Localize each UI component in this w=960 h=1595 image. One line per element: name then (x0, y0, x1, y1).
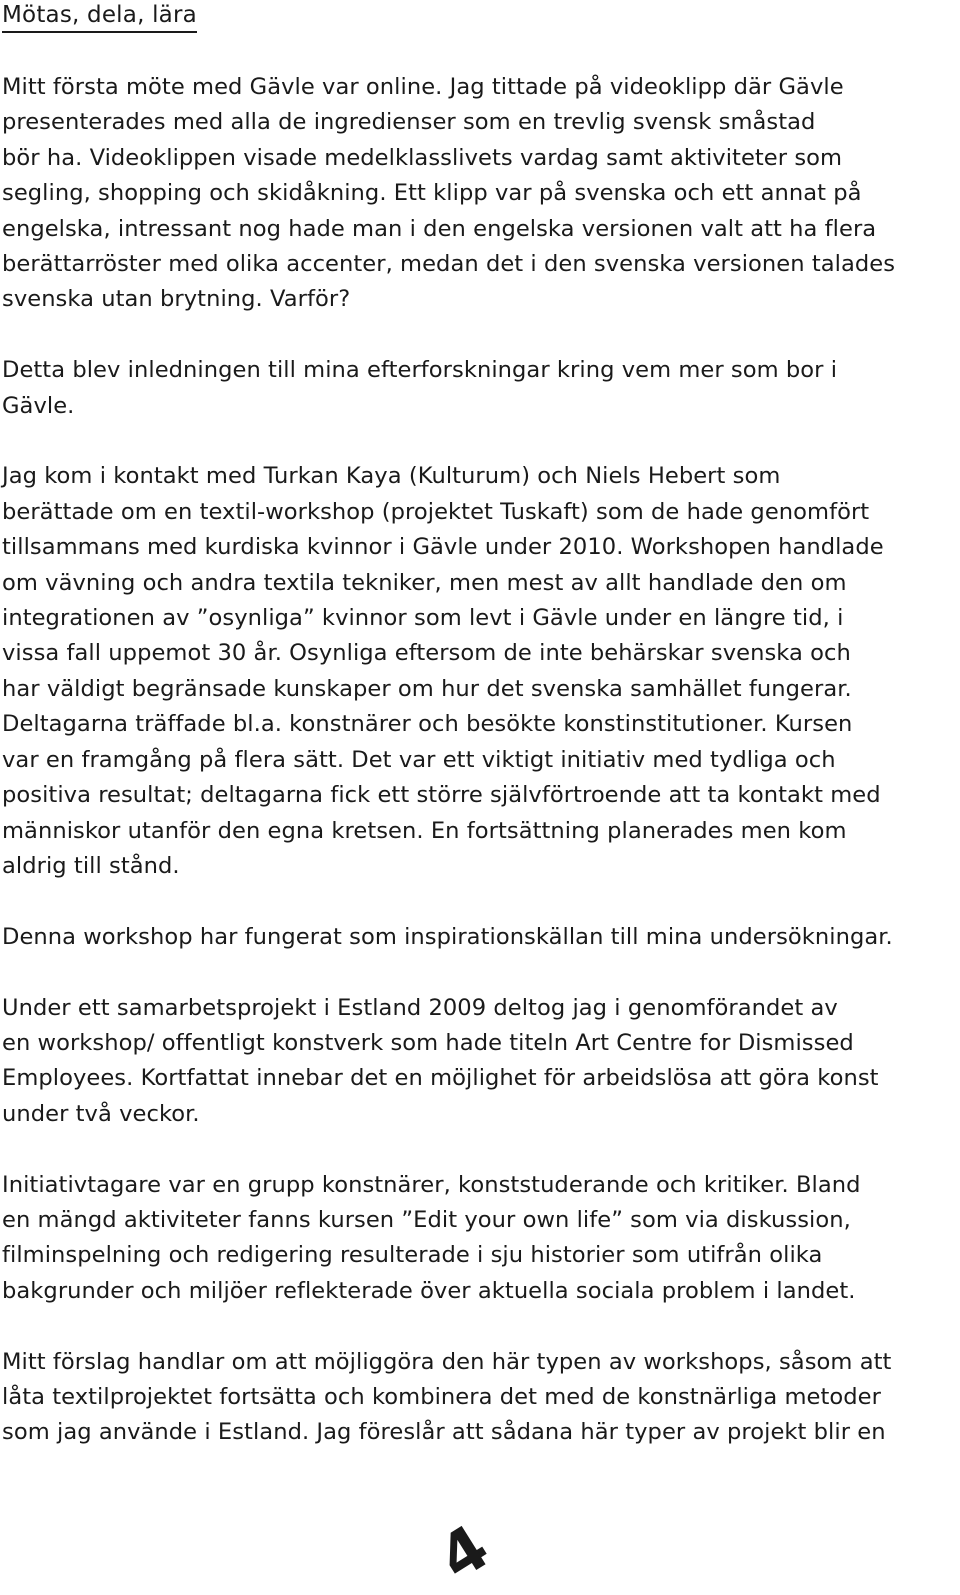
text-line: Mitt första möte med Gävle var online. Jag tittade på videoklipp där Gävle (2, 74, 844, 100)
text-line: har väldigt begränsade kunskaper om hur det svenska samhället fungerar. (2, 675, 852, 702)
paragraph-2 (2, 353, 958, 424)
document-page (2, 0, 958, 1486)
text-line: om vävning och andra textila tekniker, men mest av allt handlade den om (2, 569, 847, 596)
text-line: bör ha. Videoklippen visade medelklasslivets vardag samt aktiviteter som (2, 144, 843, 171)
text-line: Denna workshop har fungerat som inspirationskällan till mina undersökningar. (2, 923, 893, 950)
page-number-label: 4 (426, 1510, 502, 1595)
paragraph-7 (2, 1345, 958, 1451)
text-line: som jag använde i Estland. Jag föreslår att sådana här typer av projekt blir en (2, 1419, 886, 1446)
paragraph-1 (2, 70, 958, 318)
text-line: bakgrunder och miljöer reflekterade över aktuella sociala problem i landet. (2, 1277, 856, 1304)
page-title: Mötas, dela, lära (2, 0, 197, 33)
page-number (426, 1510, 506, 1595)
text-line: aldrig till stånd. (2, 852, 180, 879)
text-line: Employees. Kortfattat innebar det en möjlighet för arbeidslösa att göra konst (2, 1065, 879, 1092)
text-line: segling, shopping och skidåkning. Ett klipp var på svenska och ett annat på (2, 180, 862, 207)
text-line: en mängd aktiviteter fanns kursen ”Edit your own life” som via diskussion, (2, 1206, 851, 1233)
text-line: berättade om en textil-workshop (projektet Tuskaft) som de hade genomfört (2, 498, 870, 525)
body-text (2, 70, 958, 1451)
paragraph-3 (2, 459, 958, 884)
text-line: var en framgång på flera sätt. Det var ett viktigt initiativ med tydliga och (2, 746, 836, 773)
text-line: Under ett samarbetsprojekt i Estland 2009 deltog jag i genomförandet av (2, 994, 838, 1021)
paragraph-6 (2, 1168, 958, 1310)
text-line: vissa fall uppemot 30 år. Osynliga eftersom de inte behärskar svenska och (2, 640, 851, 667)
text-line: engelska, intressant nog hade man i den engelska versionen valt att ha flera (2, 215, 877, 242)
text-line: tillsammans med kurdiska kvinnor i Gävle under 2010. Workshopen handlade (2, 534, 884, 561)
text-line: Jag kom i kontakt med Turkan Kaya (Kulturum) och Niels Hebert som (2, 463, 781, 490)
text-line: låta textilprojektet fortsätta och kombinera det med de konstnärliga metoder (2, 1383, 881, 1410)
text-line: positiva resultat; deltagarna fick ett större självförtroende att ta kontakt med (2, 782, 881, 809)
text-line: presenterades med alla de ingredienser som en trevlig svensk småstad (2, 109, 816, 136)
paragraph-5 (2, 991, 958, 1133)
text-line: människor utanför den egna kretsen. En fortsättning planerades men kom (2, 817, 847, 844)
text-line: Detta blev inledningen till mina efterforskningar kring vem mer som bor i (2, 357, 838, 384)
paragraph-4 (2, 920, 958, 955)
text-line: Initiativtagare var en grupp konstnärer, konststuderande och kritiker. Bland (2, 1171, 861, 1198)
text-line: en workshop/ offentligt konstverk som hade titeln Art Centre for Dismissed (2, 1029, 854, 1056)
text-line: Gävle. (2, 392, 75, 419)
text-line: filminspelning och redigering resulterade i sju historier som utifrån olika (2, 1242, 823, 1269)
text-line: Deltagarna träffade bl.a. konstnärer och besökte konstinstitutioner. Kursen (2, 711, 853, 738)
text-line: svenska utan brytning. Varför? (2, 286, 351, 313)
text-line: berättarröster med olika accenter, medan det i den svenska versionen talades (2, 251, 896, 278)
text-line: under två veckor. (2, 1100, 200, 1127)
text-line: Mitt förslag handlar om att möjliggöra den här typen av workshops, såsom att (2, 1348, 892, 1375)
text-line: integrationen av ”osynliga” kvinnor som levt i Gävle under en längre tid, i (2, 605, 844, 632)
